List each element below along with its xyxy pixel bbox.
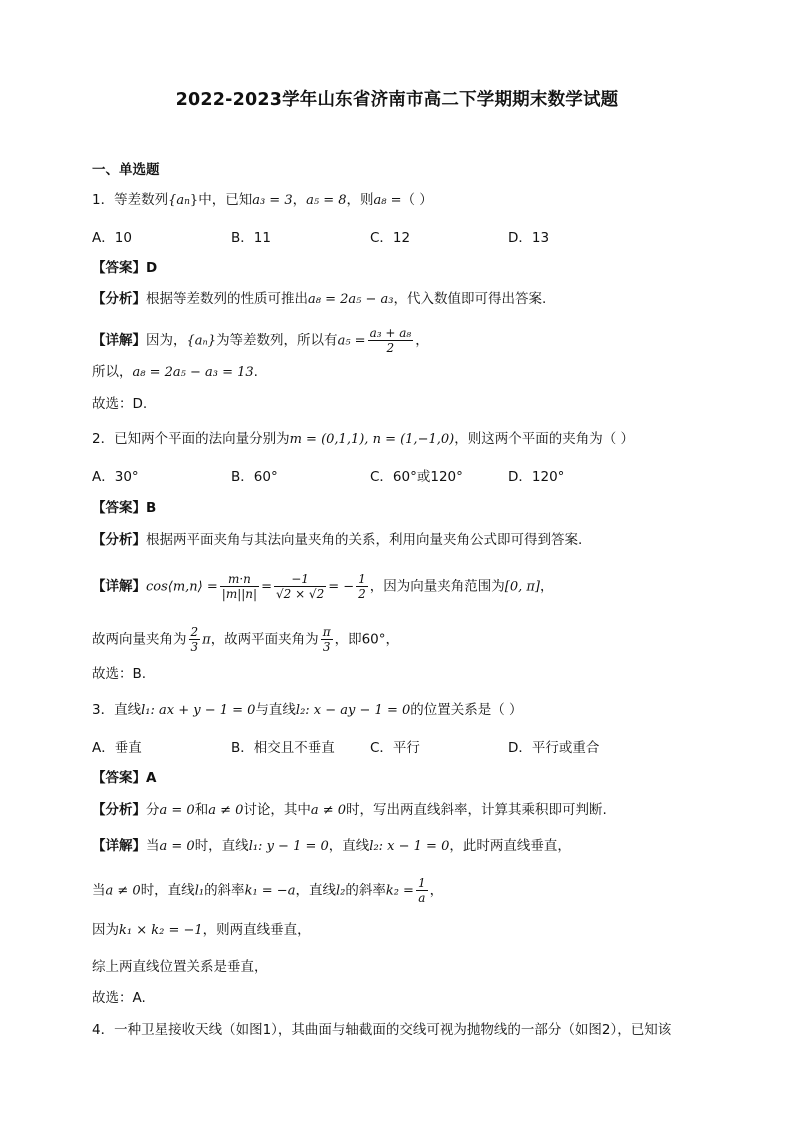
q3-option-c: C．平行	[370, 740, 420, 756]
q2-stem: 2．已知两个平面的法向量分别为m = (0,1,1), n = (1,−1,0)，则这两个平面的夹角为（ ）	[92, 431, 635, 447]
q2-analysis: 【分析】根据两平面夹角与其法向量夹角的关系，利用向量夹角公式即可得到答案.	[92, 532, 583, 548]
q4-stem: 4．一种卫星接收天线（如图1），其曲面与轴截面的交线可视为抛物线的一部分（如图2），已知该	[92, 1022, 672, 1038]
q2-fraction-2: $\frac{-1}{√2 \times √2}$	[275, 572, 325, 601]
q1-choose: 故选：D.	[92, 396, 148, 412]
q2-fraction-4: $\frac{2}{3}$	[190, 625, 199, 654]
q3-option-d: D．平行或重合	[508, 740, 600, 756]
q3-line4: 综上两直线位置关系是垂直，	[92, 959, 268, 975]
q3-answer: 【答案】A	[92, 770, 157, 786]
q3-line2: 当a ≠ 0时，直线l₁的斜率k₁ = −a，直线l₂的斜率k₂ = $\frac{1}{a}$ ，	[92, 876, 444, 905]
q1-answer: 【答案】D	[92, 260, 158, 276]
q2-option-b: B．60°	[231, 469, 278, 485]
q2-answer: 【答案】B	[92, 500, 157, 516]
q1-fraction: $\frac{\text{a₃ + a₈}}{2}$	[369, 326, 412, 355]
q2-line2: 故两向量夹角为 $\frac{2}{3}$ π，故两平面夹角为 $\frac{\pi}{3}$ ，即60°，	[92, 625, 400, 654]
q2-option-c: C．60°或120°	[370, 469, 463, 485]
q1-analysis: 【分析】根据等差数列的性质可推出a₈ = 2a₅ − a₃，代入数值即可得出答案.	[92, 291, 547, 307]
q3-choose: 故选：A.	[92, 990, 146, 1006]
q2-choose: 故选：B.	[92, 666, 147, 682]
q3-line3: 因为k₁ × k₂ = −1，则两直线垂直，	[92, 922, 311, 938]
q1-option-a: A．10	[92, 230, 132, 246]
q1-option-d: D．13	[508, 230, 550, 246]
q3-fraction: $\frac{1}{a}$	[417, 876, 426, 905]
section-heading: 一、单选题	[92, 162, 160, 178]
q3-stem: 3．直线l₁: ax + y − 1 = 0与直线l₂: x − ay − 1 = 0的位置关系是（ ）	[92, 702, 523, 718]
q1-option-c: C．12	[370, 230, 411, 246]
document-title: 2022-2023学年山东省济南市高二下学期期末数学试题	[175, 90, 619, 110]
q1-detail: 【详解】因为，{aₙ}为等差数列，所以有a₅ = $\frac{\text{a₃ + a₈}}{2}$ ，	[92, 326, 429, 355]
q3-option-a: A．垂直	[92, 740, 142, 756]
q3-option-b: B．相交且不垂直	[231, 740, 335, 756]
q2-option-a: A．30°	[92, 469, 139, 485]
q1-so: 所以，a₈ = 2a₅ − a₃ = 13.	[92, 364, 258, 380]
q3-analysis: 【分析】分a = 0和a ≠ 0讨论，其中a ≠ 0时，写出两直线斜率，计算其乘积即可判断.	[92, 802, 607, 818]
q2-fraction-3: $\frac{1}{2}$	[358, 572, 366, 601]
q2-detail: 【详解】cos⟨m,n⟩ = $\frac{m\cdot n}{|m||n|}$ = $\frac{-1}{√2 \times √2}$ = − $\frac{1}{2}$ ，因为向量夹角范围为[0, π]，	[92, 572, 554, 601]
q1-stem: 1．等差数列{an}中，已知a₃ = 3，a₅ = 8，则a₈ =（ ）	[92, 192, 433, 208]
q2-option-d: D．120°	[508, 469, 565, 485]
q1-option-b: B．11	[231, 230, 271, 246]
q2-fraction-5: $\frac{\pi}{3}$	[322, 625, 331, 654]
q3-detail: 【详解】当a = 0时，直线l₁: y − 1 = 0，直线l₂: x − 1 = 0，此时两直线垂直，	[92, 838, 571, 854]
q2-fraction-1: $\frac{m\cdot n}{|m||n|}$	[221, 572, 258, 601]
